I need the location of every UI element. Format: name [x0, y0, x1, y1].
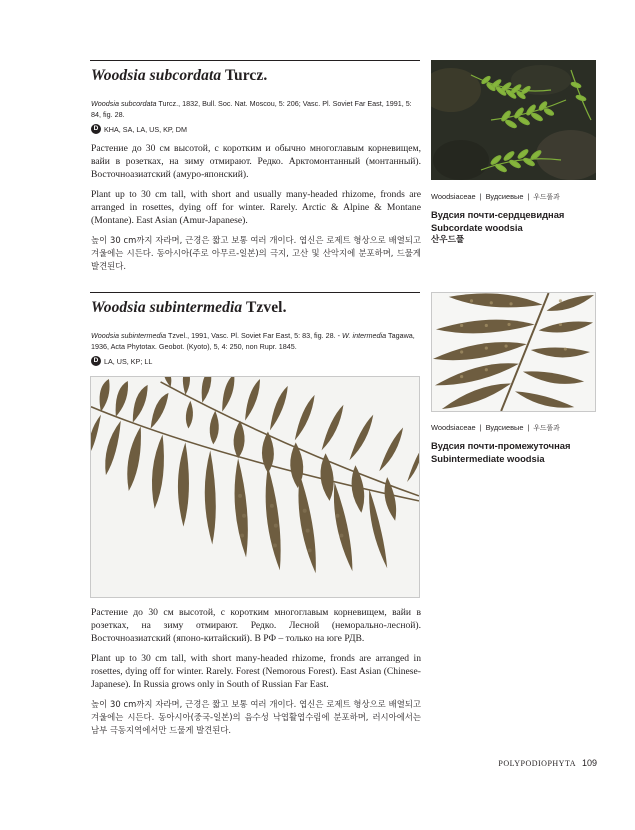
entry2-en-text: Plant up to 30 cm tall, with short many-headed rhizome, fronds are arranged in rosettes, dying off for winter. Rarely. Forest (Nemorous Forest). East Asian (Chinese-Japanese). In Russia grows only in South of Russian Far East.: [91, 653, 421, 691]
entry2-citation-rest: Tzvel., 1991, Vasc. Pl. Soviet Far East, 5: 83, fig. 28. -: [167, 331, 341, 340]
entry1-common-names: [431, 209, 564, 247]
page-footer: [498, 758, 597, 768]
entry2-citation-italic: Woodsia subintermedia: [91, 331, 167, 340]
entry1-species-title: [91, 67, 267, 85]
entry2-ru-text: Растение до 30 см высотой, с коротким многоглавым корневищем, вайи в розетках, на зиму отмирают. Редко. Лесной (неморально-лесной). Восточноазиатский (японо-китайский). В РФ – только на юге РДВ.: [91, 607, 421, 645]
entry1-distribution: [91, 124, 187, 134]
entry1-title-italic: Woodsia subcordata: [91, 67, 222, 84]
entry1-citation-rest: Turcz., 1832, Bull. Soc. Nat. Moscou, 5: 206; Vasc. Pl. Soviet Far East, 1991, 5: 84, fig. 28.: [91, 99, 412, 119]
entry1-common-ko: 산우드풀: [431, 235, 465, 245]
entry2-species-title: [91, 299, 287, 317]
fern-brown-closeup-image: [432, 293, 595, 411]
entry1-ru-text: Растение до 30 см высотой, с коротким и обычно многоглавым корневищем, вайи в розетках, на зиму отмирают. Редко. Арктомонтанный (монтанный). Восточноазиатский (амуро-японский).: [91, 143, 421, 181]
entry2-family-ko: 우드풀과: [533, 424, 560, 432]
entry2-family-ru: Вудсиевые: [485, 423, 524, 432]
entry1-family-sep-1: |: [479, 192, 482, 201]
entry2-common-en: Subintermediate woodsia: [431, 452, 545, 464]
footer-section: POLYPODIOPHYTA: [498, 759, 576, 768]
entry2-distribution: [91, 356, 152, 366]
entry2-dist-text: LA, US, KP; LL: [104, 356, 153, 366]
entry2-title-author: Tzvel.: [245, 299, 287, 316]
entry1-photo: [431, 60, 596, 180]
entry2-main-photo: [90, 376, 420, 598]
entry1-family: [431, 191, 560, 201]
entry2-top-rule: [90, 292, 420, 293]
entry1-family-ko: 우드풀과: [533, 193, 560, 201]
entry1-common-en: Subcordate woodsia: [431, 221, 523, 233]
entry2-title-italic: Woodsia subintermedia: [91, 299, 243, 316]
entry1-ko-text: 높이 30 cm까지 자라며, 근경은 짧고 보통 여러 개이다. 엽신은 로제트 형상으로 배열되고 겨울에는 시든다. 동아시아(주로 아무르-일본)의 극지, 고산 및 산악지에 분포하며, 드물게 발견된다.: [91, 235, 421, 272]
entry2-common-names: [431, 440, 570, 465]
entry1-citation: [91, 99, 421, 120]
entry2-common-ru: Вудсия почти-промежуточная: [431, 440, 571, 451]
fern-brown-herbarium-image: [91, 377, 419, 597]
page-number: 109: [581, 758, 597, 768]
entry2-family-sep-2: |: [527, 423, 530, 432]
entry2-family-sep-1: |: [479, 423, 482, 432]
entry1-dist-text: KHA, SA, LA, US, KP, DM: [104, 124, 187, 134]
entry2-dist-badge: D: [91, 356, 101, 366]
entry2-citation-italic-2: W. intermedia: [342, 331, 387, 340]
entry1-family-sep-2: |: [527, 192, 530, 201]
entry1-dist-badge: D: [91, 124, 101, 134]
entry1-citation-italic: Woodsia subcordata: [91, 99, 157, 108]
entry2-side-photo: [431, 292, 596, 412]
entry1-family-ru: Вудсиевые: [485, 192, 524, 201]
entry2-ko-text: 높이 30 cm까지 자라며, 근경은 짧고 보통 여러 개이다. 엽신은 로제트 형상으로 배열되고 겨울에는 시든다. 동아시아(중국-일본)의 음수성 낙엽활엽수림에 분포하며, 러시아에서는 남부 극동지역에서만 드물게 발견된다.: [91, 699, 421, 736]
entry1-family-latin: Woodsiaceae: [431, 192, 476, 201]
entry1-en-text: Plant up to 30 cm tall, with short and usually many-headed rhizome, fronds are arranged in rosettes, dying off for winter. Rarely. Arctic & Alpine & Montane (Montane). East Asian (Amur-Japanese).: [91, 189, 421, 227]
entry1-top-rule: [90, 60, 420, 61]
entry2-citation-rest-2: Tagawa, 1936, Acta Phytotax. Geobot. (Kyoto), 5, 4: 250, non Rupr. 1845.: [91, 331, 415, 351]
entry2-family: [431, 422, 560, 432]
entry1-common-ru: Вудсия почти-сердцевидная: [431, 209, 565, 220]
entry2-family-latin: Woodsiaceae: [431, 423, 476, 432]
entry2-citation: [91, 331, 421, 352]
entry1-title-author: Turcz.: [224, 67, 268, 84]
fern-green-image: [431, 60, 596, 180]
